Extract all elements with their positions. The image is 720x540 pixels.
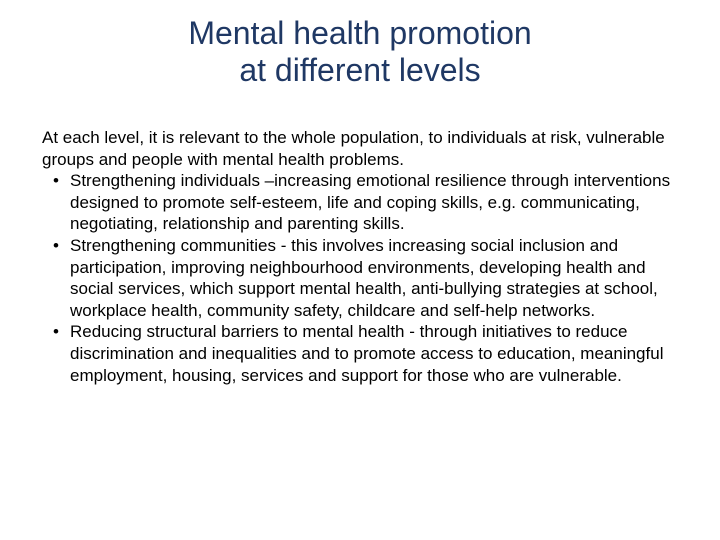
slide-body [42,127,692,386]
slide-title [60,15,660,89]
bullet-list [42,170,692,386]
bullet-item-strengthening-individuals [42,170,692,235]
bullet-text: Strengthening individuals –increasing emotional resilience through interventions designed to promote self-esteem, life and coping skills, e.g. communicating, negotiating, relationship and parenting skills. [70,171,671,234]
slide-title-line-1: Mental health promotion [188,15,532,51]
bullet-icon: • [53,235,59,255]
bullet-icon: • [53,322,59,342]
bullet-item-strengthening-communities [42,235,692,321]
bullet-item-reducing-barriers [42,321,692,386]
slide-title-line-2: at different levels [239,52,481,88]
intro-paragraph: At each level, it is relevant to the whole population, to individuals at risk, vulnerable groups and people with mental health problems. [42,128,665,169]
bullet-text: Reducing structural barriers to mental health - through initiatives to reduce discrimination and inequalities and to promote access to education, meaningful employment, housing, services and support for those who are vulnerable. [70,322,664,385]
bullet-icon: • [53,171,59,191]
bullet-text: Strengthening communities - this involves increasing social inclusion and participation, improving neighbourhood environments, developing health and social services, which support mental health, anti-bullying strategies at school, workplace health, community safety, childcare and self-help networks. [70,235,658,320]
